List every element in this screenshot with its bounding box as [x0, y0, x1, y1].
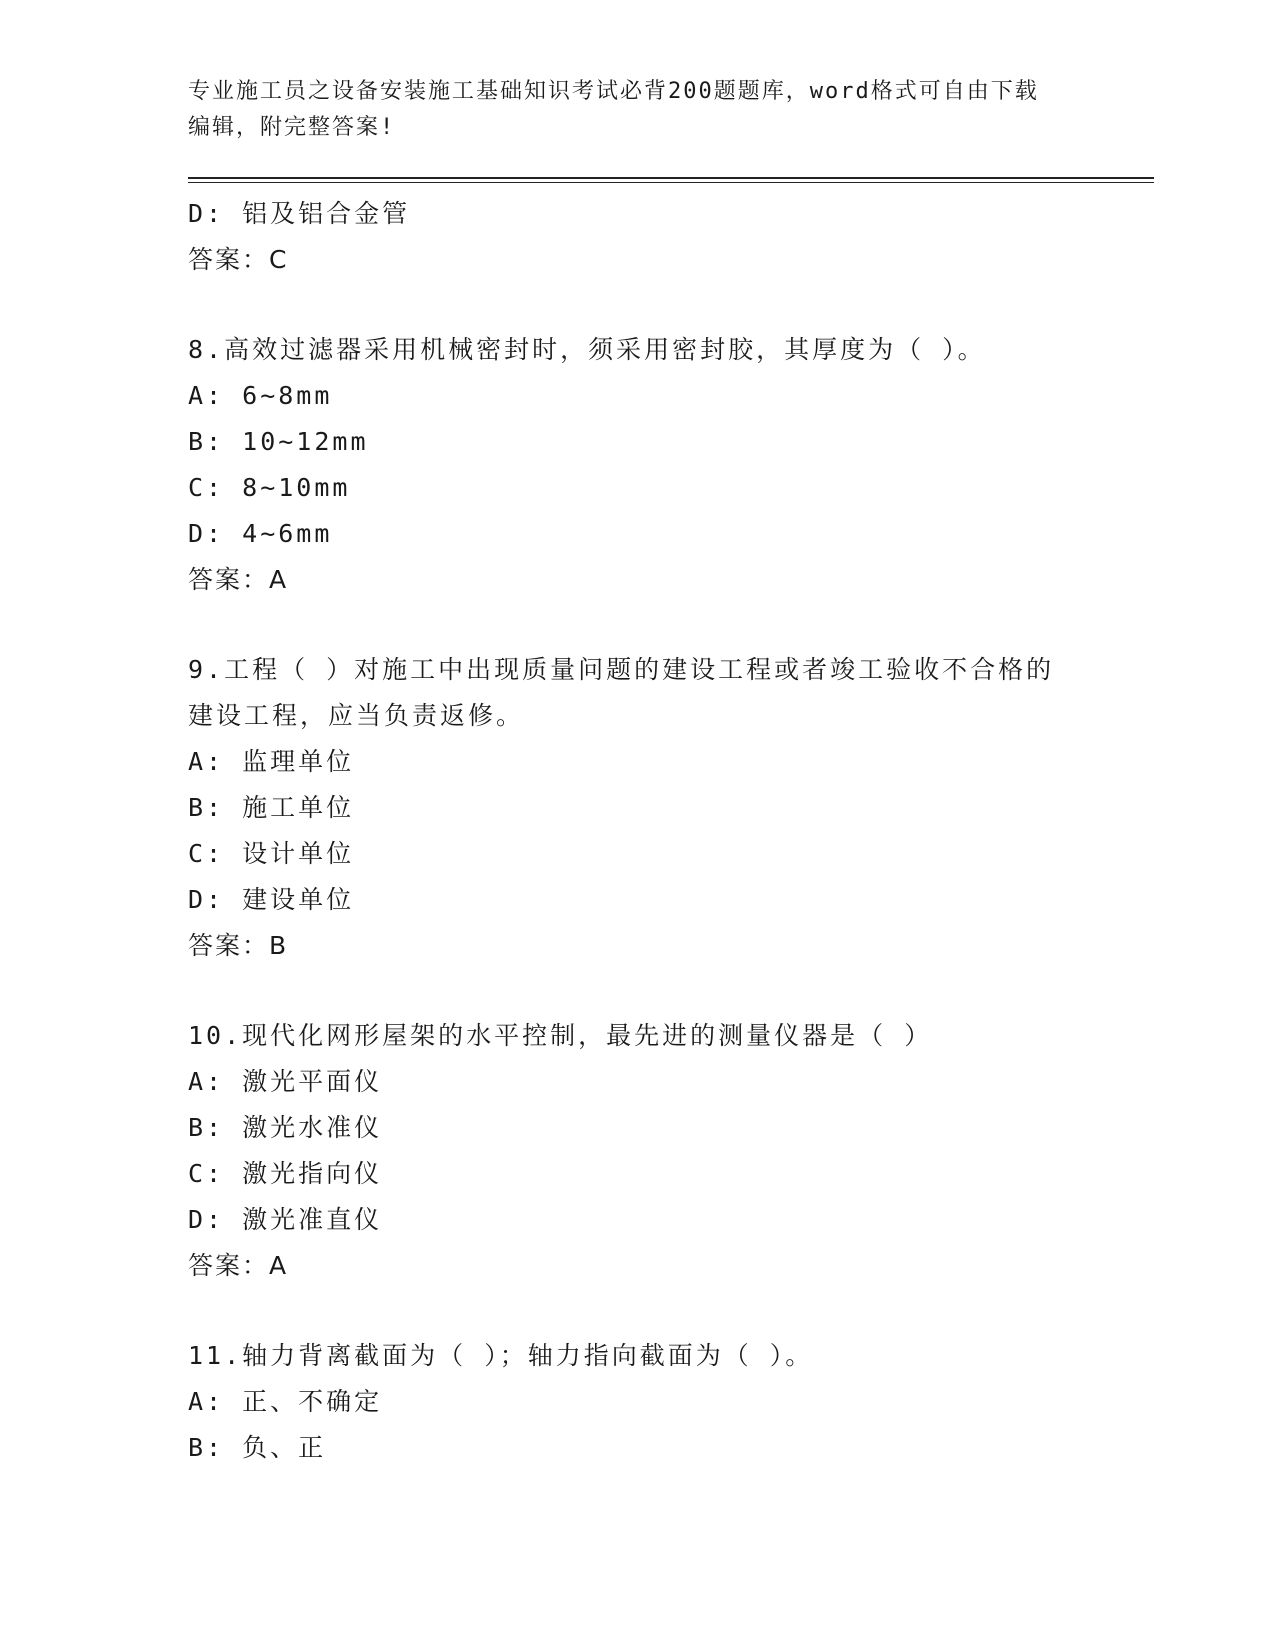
header-divider-thin — [188, 182, 1154, 183]
option-b: B: 施工单位 — [188, 793, 355, 822]
spacer — [188, 1289, 1108, 1333]
question-text-line1: 9.工程（ ）对施工中出现质量问题的建设工程或者竣工验收不合格的 — [188, 655, 1055, 684]
question-8 — [188, 327, 1108, 603]
question-7 — [188, 191, 1108, 283]
spacer — [188, 283, 1108, 327]
header-divider-thick — [188, 177, 1154, 179]
question-10 — [188, 1013, 1108, 1289]
question-text-line2: 建设工程，应当负责返修。 — [188, 701, 525, 730]
header-title-line1: 专业施工员之设备安装施工基础知识考试必背200题题库，word格式可自由下载 — [188, 79, 1039, 104]
answer: 答案：B — [188, 931, 289, 960]
answer: 答案：C — [188, 245, 289, 274]
option-a: A: 监理单位 — [188, 747, 355, 776]
option-a: A: 6~8mm — [188, 381, 333, 410]
answer: 答案：A — [188, 565, 289, 594]
question-9 — [188, 647, 1108, 969]
option-a: A: 正、不确定 — [188, 1387, 383, 1416]
question-list — [188, 191, 1108, 1471]
spacer — [188, 969, 1108, 1013]
document-header — [188, 74, 1088, 146]
option-d: D: 激光准直仪 — [188, 1205, 383, 1234]
option-c: C: 激光指向仪 — [188, 1159, 383, 1188]
option-b: B: 激光水准仪 — [188, 1113, 383, 1142]
spacer — [188, 603, 1108, 647]
header-title-line2: 编辑，附完整答案! — [188, 115, 396, 140]
option-c: C: 8~10mm — [188, 473, 351, 502]
option-a: A: 激光平面仪 — [188, 1067, 383, 1096]
option-d: D: 铝及铝合金管 — [188, 199, 411, 228]
question-text: 11.轴力背离截面为（ ）；轴力指向截面为（ ）。 — [188, 1341, 814, 1370]
question-11 — [188, 1333, 1108, 1471]
option-c: C: 设计单位 — [188, 839, 355, 868]
option-d: D: 4~6mm — [188, 519, 333, 548]
option-b: B: 负、正 — [188, 1433, 327, 1462]
question-text: 10.现代化网形屋架的水平控制，最先进的测量仪器是（ ） — [188, 1021, 933, 1050]
option-d: D: 建设单位 — [188, 885, 355, 914]
question-text: 8.高效过滤器采用机械密封时，须采用密封胶，其厚度为（ ）。 — [188, 335, 986, 364]
answer: 答案：A — [188, 1251, 289, 1280]
option-b: B: 10~12mm — [188, 427, 369, 456]
